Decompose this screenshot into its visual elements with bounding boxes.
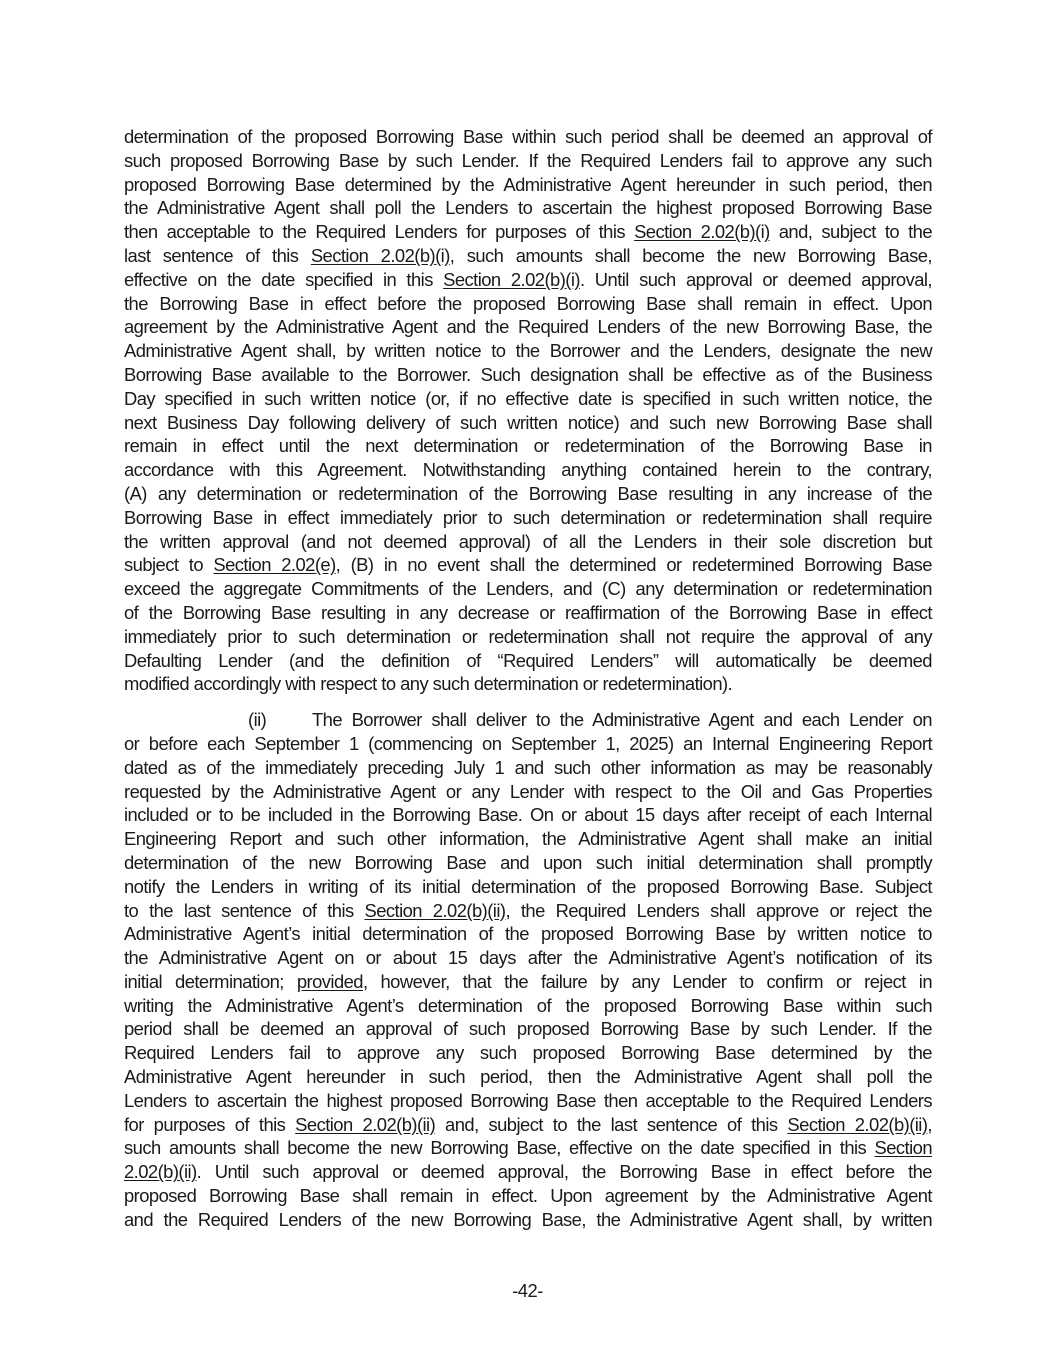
text-run: Engineering Report and such other information, the Administrative Agent shall make an initial — [124, 828, 932, 850]
text-line — [124, 1160, 932, 1184]
text-run: exceed the aggregate Commitments of the Lenders, and (C) any determination or redetermination — [124, 578, 932, 600]
text-line — [124, 1017, 932, 1041]
text-line — [124, 970, 932, 994]
text-line — [124, 553, 932, 577]
text-run: last sentence of this — [124, 244, 311, 266]
text-run: or before each September 1 (commencing on September 1, 2025) an Internal Engineering Report — [124, 732, 932, 754]
text-run: the Borrowing Base in effect before the proposed Borrowing Base shall remain in effect. Upon — [124, 292, 932, 314]
text-line — [124, 994, 932, 1018]
text-run: accordance with this Agreement. Notwithstanding anything contained herein to the contrary, — [124, 459, 932, 481]
paragraph-spacer — [124, 696, 932, 708]
text-run: , the Required Lenders shall approve or reject the — [505, 899, 932, 921]
text-run: The Borrower shall deliver to the Administrative Agent and each Lender on — [312, 709, 932, 731]
text-run: and, subject to the — [769, 221, 933, 243]
text-line — [124, 339, 932, 363]
text-line — [124, 434, 932, 458]
text-run: , however, that the failure by any Lender to confirm or reject in — [362, 970, 932, 992]
section-reference: 2.02(b)(ii) — [124, 1161, 197, 1183]
text-run: Borrowing Base in effect immediately prior to such determination or redetermination shall require — [124, 506, 932, 528]
text-line — [124, 946, 932, 970]
text-line — [124, 1089, 932, 1113]
text-run: , such amounts shall become the new Borrowing Base, — [449, 244, 932, 266]
text-run: such proposed Borrowing Base by such Lender. If the Required Lenders fail to approve any such — [124, 149, 932, 171]
text-line — [124, 1184, 932, 1208]
text-line — [124, 1113, 932, 1137]
text-run: of the Borrowing Base resulting in any decrease or reaffirmation of the Borrowing Base in effect — [124, 601, 932, 623]
text-line — [124, 625, 932, 649]
text-run: Required Lenders fail to approve any such proposed Borrowing Base determined by the — [124, 1042, 932, 1064]
section-reference: Section — [874, 1137, 932, 1159]
text-run: notify the Lenders in writing of its initial determination of the proposed Borrowing Base. Subject — [124, 875, 932, 897]
text-run: initial determination; — [124, 970, 297, 992]
text-run: included or to be included in the Borrowing Base. On or about 15 days after receipt of each Internal — [124, 804, 932, 826]
text-line — [124, 1041, 932, 1065]
text-run: Borrowing Base available to the Borrower. Such designation shall be effective as of the Business — [124, 363, 932, 385]
text-run: subject to — [124, 554, 214, 576]
section-reference: Section 2.02(b)(ii) — [787, 1113, 928, 1135]
text-run: remain in effect until the next determination or redetermination of the Borrowing Base in — [124, 435, 932, 457]
text-line — [124, 244, 932, 268]
text-line — [124, 530, 932, 554]
text-line — [124, 672, 932, 696]
section-reference: Section 2.02(b)(ii) — [364, 899, 506, 921]
text-run: the written approval (and not deemed approval) of all the Lenders in their sole discretion but — [124, 530, 932, 552]
document-body — [124, 125, 932, 1232]
text-run: and, subject to the last sentence of this — [435, 1113, 788, 1135]
text-run: period shall be deemed an approval of such proposed Borrowing Base by such Lender. If the — [124, 1018, 932, 1040]
text-run: Day specified in such written notice (or, if no effective date is specified in such written notice, the — [124, 387, 932, 409]
paragraph-continuation-2-02-b-i — [124, 125, 932, 696]
text-run: requested by the Administrative Agent or any Lender with respect to the Oil and Gas Properties — [124, 780, 932, 802]
text-run: effective on the date specified in this — [124, 268, 444, 290]
text-run: , — [927, 1113, 932, 1135]
text-line — [124, 411, 932, 435]
text-run: dated as of the immediately preceding July 1 and such other information as may be reasonably — [124, 756, 932, 778]
text-line — [124, 875, 932, 899]
text-line — [124, 601, 932, 625]
text-run: such amounts shall become the new Borrowing Base, effective on the date specified in this — [124, 1137, 875, 1159]
text-run: for purposes of this — [124, 1113, 296, 1135]
text-line — [124, 268, 932, 292]
text-run: the Administrative Agent shall poll the Lenders to ascertain the highest proposed Borrowing Base — [124, 197, 932, 219]
text-line — [124, 458, 932, 482]
text-run: Administrative Agent shall, by written notice to the Borrower and the Lenders, designate the new — [124, 340, 932, 362]
text-line — [124, 899, 932, 923]
clause-label: (ii) — [248, 709, 267, 731]
text-run: writing the Administrative Agent’s determination of the proposed Borrowing Base within such — [124, 994, 932, 1016]
text-line — [124, 827, 932, 851]
text-run: , (B) in no event shall the determined or redetermined Borrowing Base — [335, 554, 932, 576]
text-line — [124, 577, 932, 601]
text-line — [124, 803, 932, 827]
text-line — [124, 482, 932, 506]
text-line — [124, 732, 932, 756]
text-run: modified accordingly with respect to any such determination or redetermination). — [124, 673, 733, 695]
text-run: then acceptable to the Required Lenders for purposes of this — [124, 221, 635, 243]
text-run: . Until such approval or deemed approval, — [579, 268, 932, 290]
text-line — [124, 1136, 932, 1160]
text-line — [124, 649, 932, 673]
text-run: Administrative Agent’s initial determination of the proposed Borrowing Base by written notice to — [124, 923, 932, 945]
text-run: the Administrative Agent on or about 15 days after the Administrative Agent’s notification of its — [124, 947, 932, 969]
text-line — [124, 708, 932, 732]
text-run: determination of the new Borrowing Base and upon such initial determination shall promptly — [124, 851, 932, 873]
text-line — [124, 1065, 932, 1089]
text-run: Administrative Agent hereunder in such period, then the Administrative Agent shall poll the — [124, 1066, 932, 1088]
text-line — [124, 315, 932, 339]
text-run: Lenders to ascertain the highest proposed Borrowing Base then acceptable to the Required Lenders — [124, 1089, 932, 1111]
page-number: -42- — [512, 1280, 543, 1301]
text-run: agreement by the Administrative Agent and the Required Lenders of the new Borrowing Base, the — [124, 316, 932, 338]
text-line — [124, 851, 932, 875]
text-run: . Until such approval or deemed approval, the Borrowing Base in effect before the — [196, 1161, 932, 1183]
text-line — [124, 506, 932, 530]
text-line — [124, 196, 932, 220]
text-run: next Business Day following delivery of such written notice) and such new Borrowing Base shall — [124, 411, 932, 433]
text-run: Defaulting Lender (and the definition of “Required Lenders” will automatically be deemed — [124, 649, 932, 671]
section-reference: Section 2.02(b)(ii) — [295, 1113, 436, 1135]
text-line — [124, 922, 932, 946]
text-run: immediately prior to such determination or redetermination shall not require the approval of any — [124, 625, 932, 647]
text-line — [124, 363, 932, 387]
text-line — [124, 125, 932, 149]
section-reference: Section 2.02(b)(i) — [310, 244, 450, 266]
text-line — [124, 149, 932, 173]
paragraph-section-2-02-b-ii — [124, 708, 932, 1232]
text-run: determination of the proposed Borrowing Base within such period shall be deemed an approval of — [124, 126, 932, 147]
text-run: proposed Borrowing Base determined by the Administrative Agent hereunder in such period, then — [124, 173, 932, 195]
text-line — [124, 780, 932, 804]
section-reference: Section 2.02(e) — [213, 554, 336, 576]
section-reference: provided — [296, 970, 363, 992]
text-line — [124, 1208, 932, 1232]
text-line — [124, 756, 932, 780]
text-line — [124, 173, 932, 197]
text-run: proposed Borrowing Base shall remain in effect. Upon agreement by the Administrative Agent — [124, 1185, 932, 1207]
section-reference: Section 2.02(b)(i) — [443, 268, 580, 290]
text-run: (A) any determination or redetermination of the Borrowing Base resulting in any increase of the — [124, 482, 932, 504]
text-line — [124, 292, 932, 316]
text-line — [124, 220, 932, 244]
text-run: and the Required Lenders of the new Borrowing Base, the Administrative Agent shall, by written — [124, 1208, 932, 1230]
text-line — [124, 387, 932, 411]
text-run: to the last sentence of this — [124, 899, 365, 921]
section-reference: Section 2.02(b)(i) — [634, 221, 770, 243]
